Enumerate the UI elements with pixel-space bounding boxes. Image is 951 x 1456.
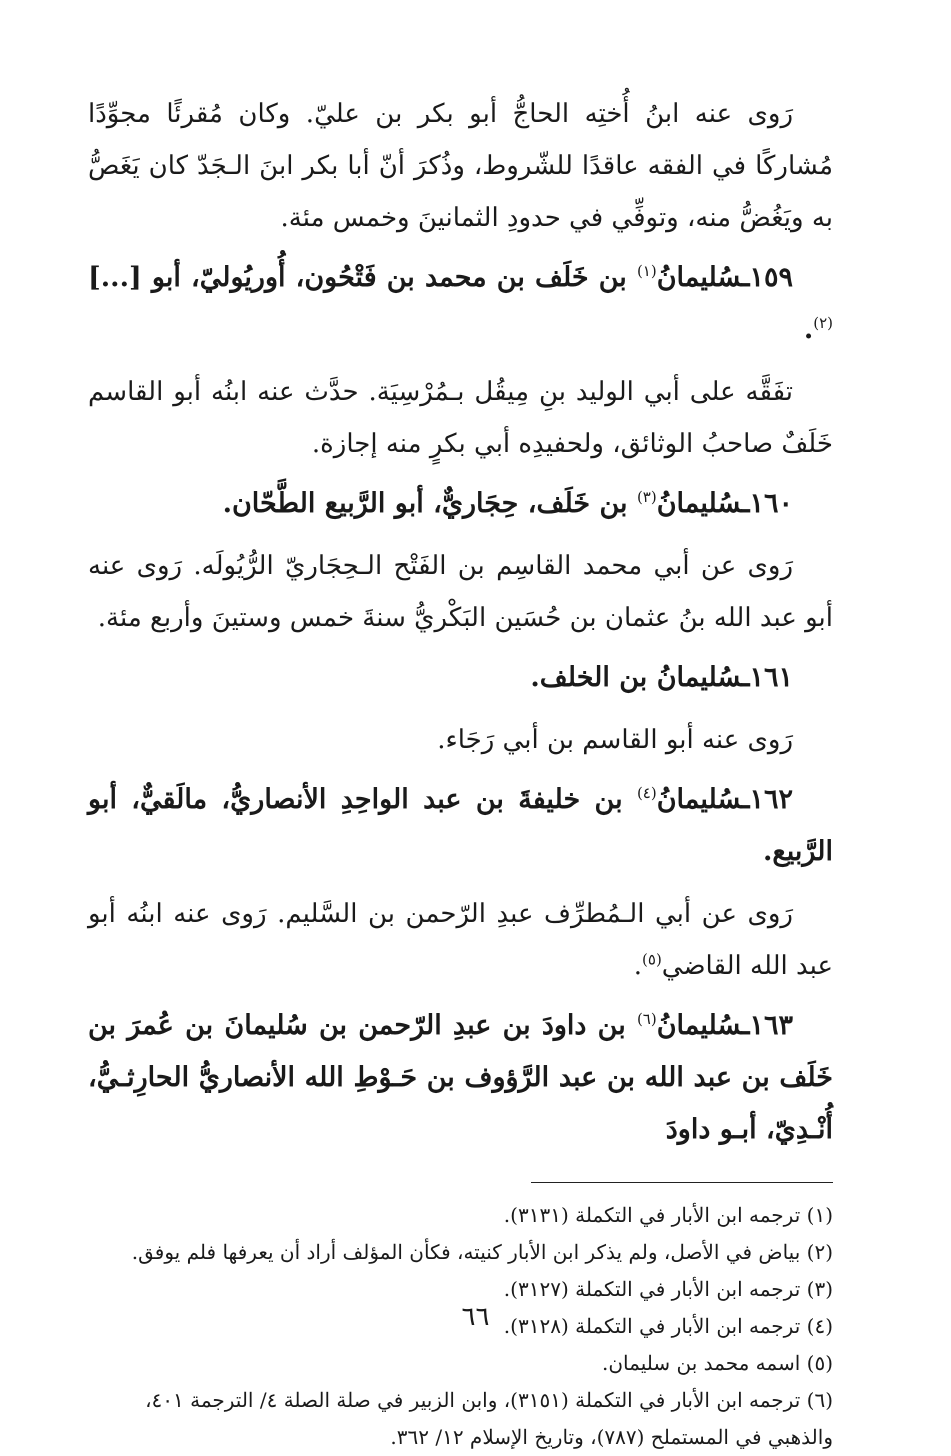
- footnote-item: (٢) بياض في الأصل، ولم يذكر ابن الأبار كنيته، فكأن المؤلف أراد أن يعرفها فلم يوفق.: [131, 1240, 833, 1264]
- entry-heading-159: [88, 252, 833, 356]
- paragraph: [88, 88, 833, 244]
- entry-number: ١٦١ـ: [741, 662, 793, 693]
- footnote-item: (١) ترجمه ابن الأبار في التكملة (٣١٣١).: [503, 1203, 833, 1227]
- footnote-ref: (٥): [642, 950, 662, 969]
- footnote-divider: [531, 1182, 833, 1183]
- paragraph-text: رَوى عنه ابنُ أُختِه الحاجُّ أبو بكر بن عليّ. وكان مُقرئًا مجوِّدًا مُشاركًا في الفقه عاقدًا للشّروط، وذُكرَ أنّ أبا بكر ابنَ الـجَدّ كان يَغَصُّ به ويَغُضُّ منه، وتوفِّي في حدودِ الثمانينَ وخمس مئة.: [88, 99, 833, 233]
- entry-name-rest: بن خَلَف، حِجَاريٌّ، أبو الرَّبيع الطَّحّان.: [222, 488, 637, 519]
- paragraph-text: تفَقَّه على أبي الوليد بنِ مِيقُل بـمُرْسِيَة. حدَّث عنه ابنُه أبو القاسم خَلَفٌ صاحبُ الوثائق، ولحفيدِه أبي بكرٍ منه إجازة.: [88, 377, 833, 459]
- paragraph-text: رَوى عنه أبو القاسم بن أبي رَجَاء.: [437, 725, 793, 755]
- paragraph: [88, 540, 833, 644]
- entry-end: .: [803, 314, 814, 345]
- entry-name: سُليمانُ: [656, 488, 742, 519]
- paragraph-text: رَوى عن أبي الـمُطرِّف عبدِ الرّحمن بن السَّليم. رَوى عنه ابنُه أبو عبد الله القاضي: [88, 899, 833, 981]
- paragraph: [88, 888, 833, 992]
- footnote-item: (٣) ترجمه ابن الأبار في التكملة (٣١٢٧).: [503, 1277, 833, 1301]
- footnote-item: (٤) ترجمه ابن الأبار في التكملة (٣١٢٨).: [503, 1314, 833, 1338]
- paragraph-text: رَوى عن أبي محمد القاسِم بن الفَتْح الـحِجَاريّ الرُّيُولَه. رَوى عنه أبو عبد الله بنُ عثمان بن حُسَين البَكْريُّ سنةَ خمس وستينَ وأربع مئة.: [88, 551, 833, 633]
- entry-number: ١٥٩ـ: [741, 262, 793, 293]
- entry-heading-160: [88, 478, 833, 530]
- entry-name-rest: بن خَلَف بن محمد بن فَتْحُون، أُوريُوليّ، أبو [...]: [88, 262, 637, 293]
- entry-name: سُليمانُ: [656, 784, 742, 815]
- entry-name: سُليمانُ: [656, 1010, 742, 1041]
- footnote-item: (٦) ترجمه ابن الأبار في التكملة (٣١٥١)، وابن الزبير في صلة الصلة ٤/ الترجمة ٤٠١، والذهبي في المستملح (٧٨٧)، وتاريخ الإسلام ١٢/ ٣٦٢.: [145, 1388, 833, 1449]
- entry-name-rest: بن خليفةَ بن عبد الواحِدِ الأنصاريُّ، مالَقيٌّ، أبو الرَّبيع.: [88, 784, 833, 867]
- entry-name-rest: بن داودَ بن عبدِ الرّحمن بن سُليمانَ بن عُمرَ بن خَلَف بن عبد الله بن عبد الرَّؤوف بن حَـوْطِ الله الأنصاريُّ الحارِثـيُّ، أُنْـدِيّ، أبـو داودَ: [88, 1010, 833, 1145]
- paragraph: [88, 366, 833, 470]
- main-text: [88, 88, 833, 1156]
- entry-number: ١٦٣ـ: [741, 1010, 793, 1041]
- footnote-ref: (٦): [636, 1010, 657, 1028]
- footnote-ref: (١): [636, 262, 657, 280]
- paragraph-end: .: [633, 951, 643, 981]
- entry-name: سُليمانُ بن الخلف.: [530, 662, 742, 693]
- entry-heading-161: [88, 652, 833, 704]
- page-number: ٦٦: [461, 1302, 490, 1332]
- paragraph: [88, 714, 833, 766]
- footnote-item: (٥) اسمه محمد بن سليمان.: [602, 1351, 833, 1375]
- footnote-ref: (٣): [636, 488, 657, 506]
- footnote-ref: (٤): [636, 784, 657, 802]
- entry-heading-162: [88, 774, 833, 878]
- entry-heading-163: [88, 1000, 833, 1156]
- footnote-ref: (٢): [813, 314, 833, 332]
- entry-number: ١٦٠ـ: [741, 488, 793, 519]
- entry-name: سُليمانُ: [656, 262, 742, 293]
- entry-number: ١٦٢ـ: [741, 784, 793, 815]
